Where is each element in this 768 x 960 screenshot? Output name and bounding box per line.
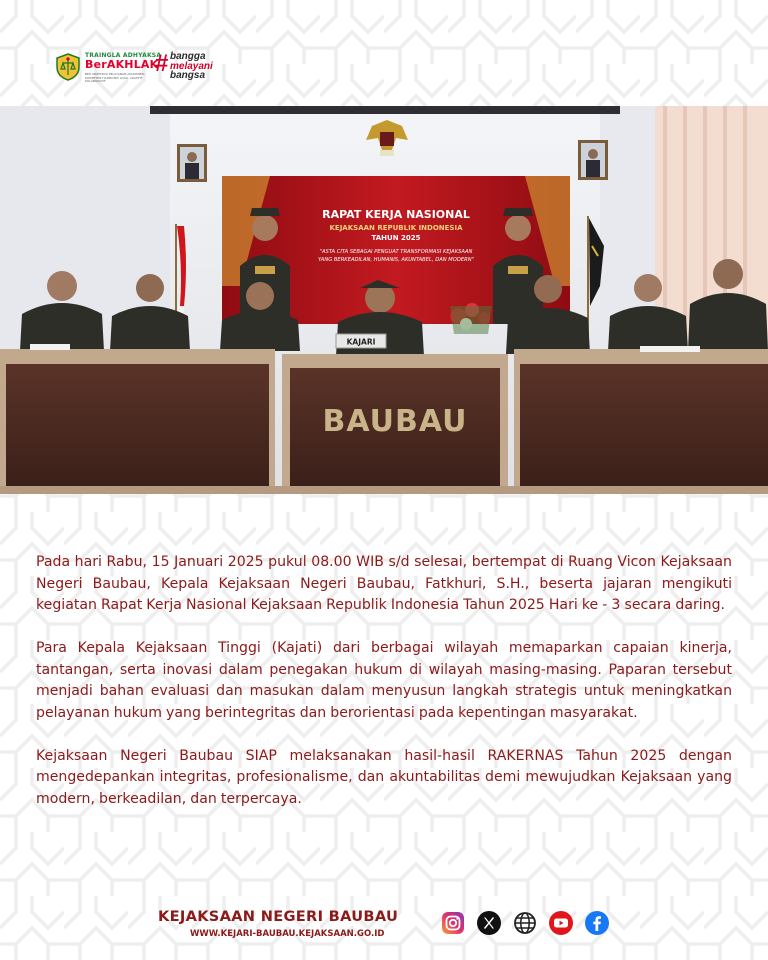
banner-title-line-1: RAPAT KERJA NASIONAL [322,208,470,221]
bangga-melayani-bangsa-logo [170,52,213,81]
footer-org-name: KEJAKSAAN NEGERI BAUBAU [158,908,399,925]
x-icon[interactable] [477,911,501,935]
portrait-left [177,144,207,182]
portrait-right [578,140,608,180]
desk-label-baubau: BAUBAU [322,404,468,439]
berakhlak-logo [85,52,162,84]
desk-paper [30,344,70,350]
footer-website-link[interactable]: WWW.KEJARI-BAUBAU.KEJAKSAAN.GO.ID [190,929,385,939]
meeting-photo [0,106,768,494]
slogan-line-1: bangga [170,51,206,62]
kejaksaan-emblem-icon [55,53,81,81]
meeting-scene [0,106,768,494]
desk-paper [640,346,700,352]
banner-subtitle-line-2: YANG BERKEADILAN, HUMANIS, AKUNTABEL, DAN MODERN" [318,257,474,263]
paragraph-1: Pada hari Rabu, 15 Januari 2025 pukul 08.00 WIB s/d selesai, bertempat di Ruang Vicon Kejaksaan Negeri Baubau, Kepala Kejaksaan Negeri Baubau, Fatkhuri, S.H., beserta jajaran mengikuti kegiatan Rapat Kerja Nasional Kejaksaan Republik Indonesia Tahun 2025 Hari ke - 3 secara daring. [36,554,732,613]
berakhlak-top-text: TRAINGLA ADHYAKSA [85,52,162,59]
footer [0,898,768,948]
paragraph-2: Para Kepala Kejaksaan Tinggi (Kajati) dari berbagai wilayah memaparkan capaian kinerja, tantangan, serta inovasi dalam penegakan hukum di wilayah masing-masing. Paparan tersebut menjadi bahan evaluasi dan masukan dalam menyusun langkah strategis untuk meningkatkan pelayanan hukum yang berintegritas dan berorientasi pada kepentingan masyarakat. [36,640,732,721]
paragraph-3: Kejaksaan Negeri Baubau SIAP melaksanakan hasil-hasil RAKERNAS Tahun 2025 dengan mengedepankan integritas, profesionalisme, dan akuntabilitas demi mewujudkan Kejaksaan yang modern, berkeadilan, dan terpercaya. [36,747,732,807]
banner-title-line-3: TAHUN 2025 [371,234,421,242]
rakernas-banner [222,176,570,324]
logo-group [55,52,220,84]
slogan-line-3: bangsa [170,70,206,81]
article-body [36,552,732,832]
banner-title-line-2: KEJAKSAAN REPUBLIK INDONESIA [329,224,463,232]
hashtag-symbol: # [155,50,169,77]
berakhlak-main-text: BerAKHLAK [85,58,159,71]
nameplate-text: KAJARI [346,337,376,347]
globe-icon[interactable] [513,911,537,935]
youtube-icon[interactable] [549,911,573,935]
instagram-icon[interactable] [441,911,465,935]
berakhlak-sub-text: BER ORIENTASI PELAYANAN AKUNTABEL KOMPETEN HARMONIS LOYAL ADAPTIF KOLABORATIF [85,72,145,83]
banner-subtitle-line-1: "ASTA CITA SEBAGAI PENGUAT TRANSFORMASI KEJAKSAAN [319,249,473,255]
header [0,0,768,105]
slogan-line-2: melayani [170,60,213,72]
flower-arrangement [450,303,492,334]
facebook-icon[interactable] [585,911,609,935]
